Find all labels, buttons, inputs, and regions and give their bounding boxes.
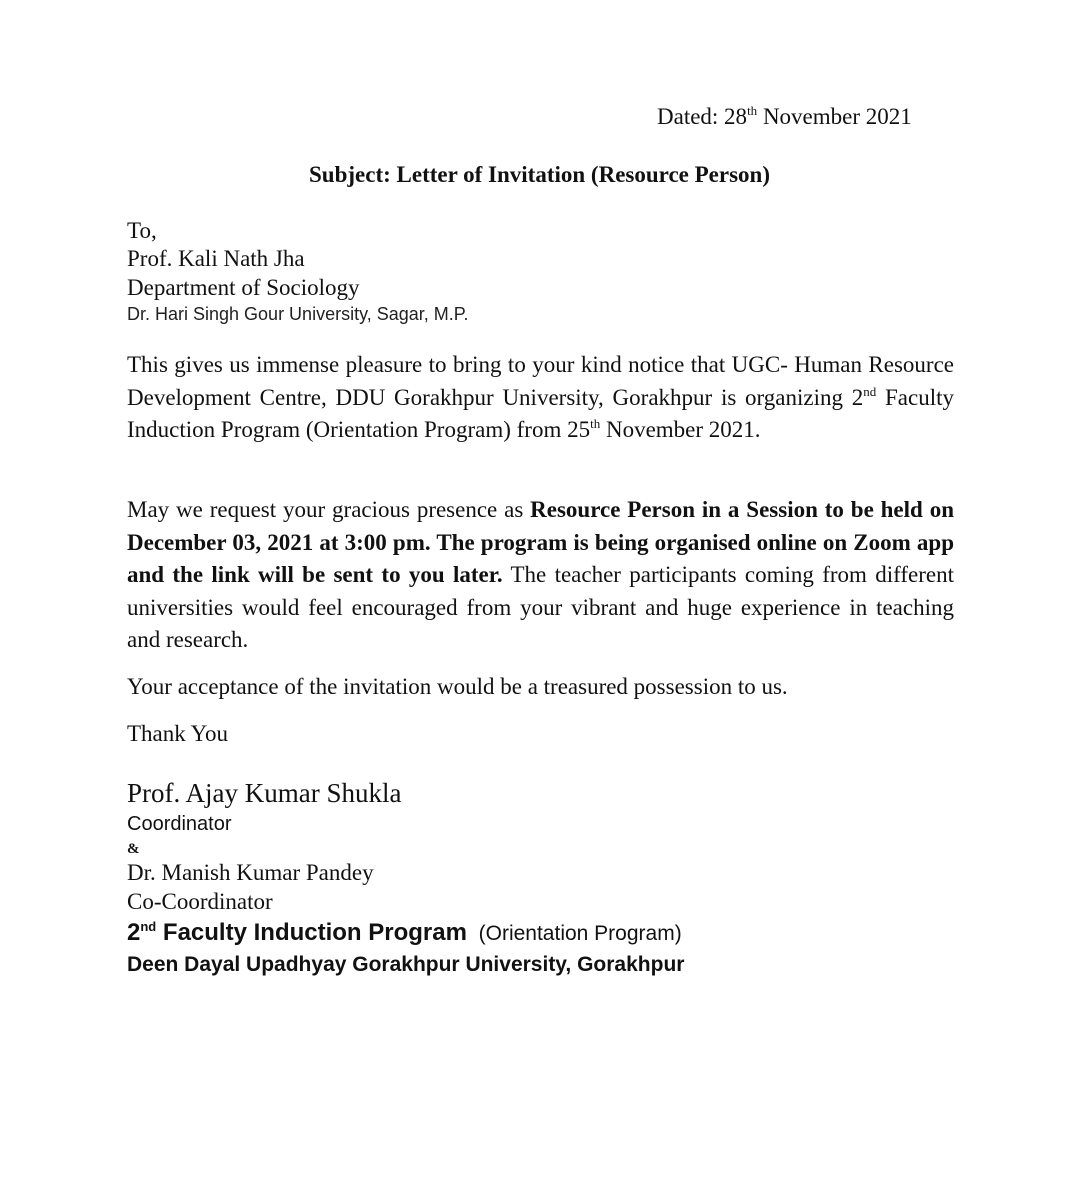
recipient-institution: Dr. Hari Singh Gour University, Sagar, M.P.	[127, 304, 469, 324]
letter-subject: Subject: Letter of Invitation (Resource Person)	[309, 162, 770, 187]
closing: Thank You	[127, 721, 228, 746]
letter-date: Dated: 28th November 2021	[657, 103, 912, 129]
ampersand: &	[127, 841, 140, 857]
signatory-role-2: Co-Coordinator	[127, 889, 273, 914]
university-name: Deen Dayal Upadhyay Gorakhpur University, Gorakhpur	[127, 953, 685, 976]
recipient-department: Department of Sociology	[127, 275, 360, 300]
session-details: Resource Person in a Session to be held on December 03, 2021 at 3:00 pm. The program is being organised online on Zoom app and the link will be sent to you later.	[127, 497, 954, 587]
recipient-name: Prof. Kali Nath Jha	[127, 246, 305, 271]
paragraph-intro: This gives us immense pleasure to bring to your kind notice that UGC- Human Resource Development Centre, DDU Gorakhpur University, Gorakhpur is organizing 2nd Faculty Induction Program (Orientation Program) from 25th November 2021.	[127, 352, 954, 442]
paragraph-acceptance: Your acceptance of the invitation would be a treasured possession to us.	[127, 674, 788, 699]
signatory-name-2: Dr. Manish Kumar Pandey	[127, 860, 374, 885]
signatory-name-1: Prof. Ajay Kumar Shukla	[127, 778, 402, 808]
paragraph-request: May we request your gracious presence as Resource Person in a Session to be held on December 03, 2021 at 3:00 pm. The program is being organised online on Zoom app and the link will be sent to you later. The teacher participants coming from different universities would feel encouraged from your vibrant and huge experience in teaching and research.	[127, 497, 954, 652]
program-title: 2nd Faculty Induction Program (Orientation Program)	[127, 919, 682, 946]
signatory-role-1: Coordinator	[127, 813, 232, 835]
salutation: To,	[127, 218, 157, 243]
